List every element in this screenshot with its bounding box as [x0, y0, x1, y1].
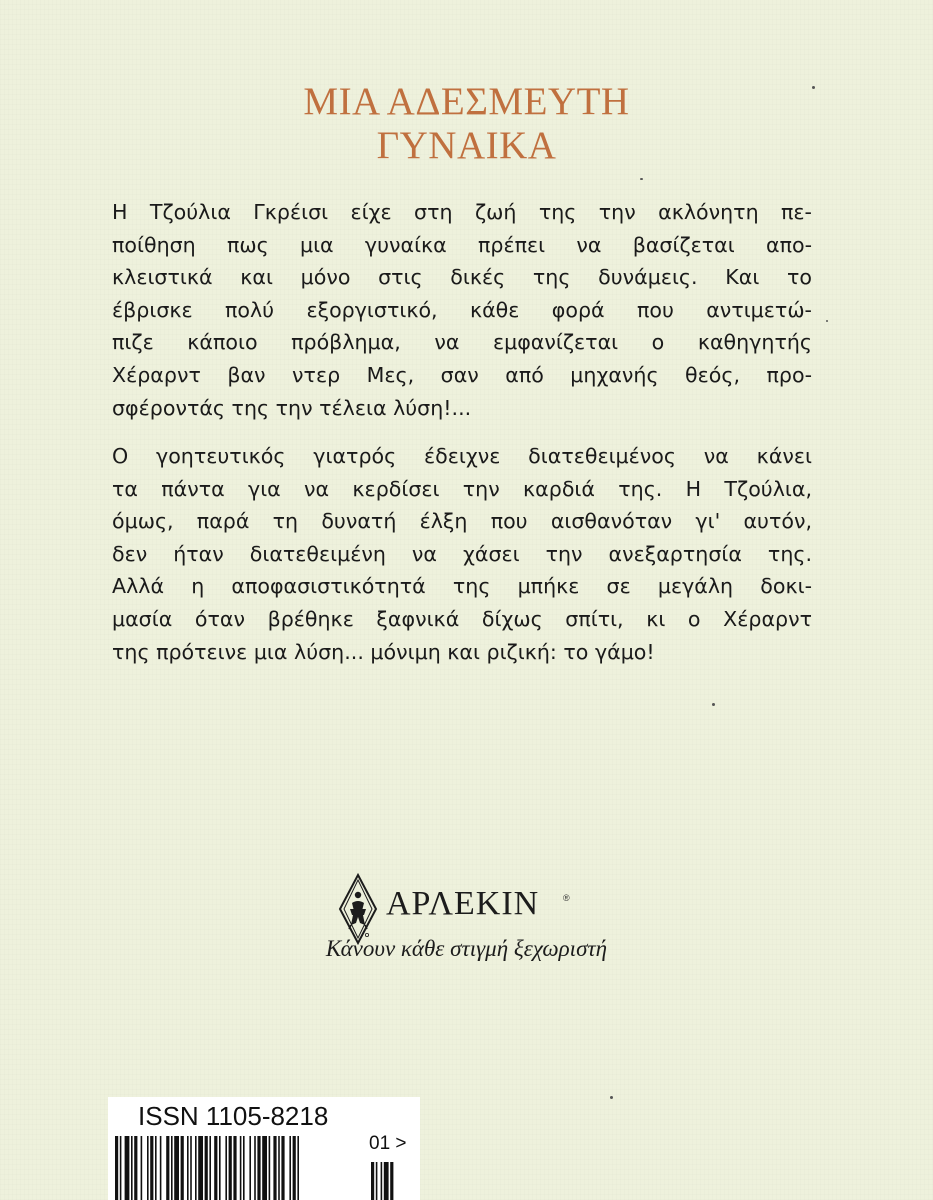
barcode-bar: [229, 1136, 232, 1200]
barcode-bar: [147, 1136, 149, 1200]
barcode-bar: [249, 1136, 251, 1200]
barcode-bars: [113, 1136, 413, 1200]
blurb-line: της πρότεινε μια λύση... μόνιμη και ριζική: το γάμο!: [112, 639, 655, 664]
barcode-bar: [174, 1136, 179, 1200]
barcode-bar: [181, 1136, 184, 1200]
barcode-bar: [233, 1136, 236, 1200]
barcode-addon-bar: [371, 1162, 374, 1200]
cover-title-line-2: ΓΥΝΑΙΚΑ: [376, 124, 557, 167]
barcode-bar: [243, 1136, 245, 1200]
barcode-bar: [115, 1136, 118, 1200]
barcode-bar: [289, 1136, 291, 1200]
barcode-bar: [131, 1136, 133, 1200]
barcode-bar: [240, 1136, 242, 1200]
blurb-line: τα πάντα για να κερδίσει την καρδιά της. Η Τζούλια,: [112, 476, 812, 501]
blurb-paragraph-1: [112, 196, 812, 424]
barcode-addon-bar: [384, 1162, 389, 1200]
publisher-slogan: Κάνουν κάθε στιγμή ξεχωριστή: [325, 936, 608, 961]
blurb-line: δεν ήταν διατεθειμένη να χάσει την ανεξαρτησία της.: [112, 541, 812, 566]
barcode-bar: [219, 1136, 221, 1200]
barcode-bar: [198, 1136, 203, 1200]
issn-number: ISSN 1105-8218: [138, 1101, 329, 1131]
scan-speck: [610, 1096, 613, 1099]
blurb-line: σφέροντάς της την τέλεια λύση!...: [112, 395, 472, 420]
barcode-bar: [278, 1136, 280, 1200]
barcode-bar: [297, 1136, 299, 1200]
barcode-bar: [195, 1136, 197, 1200]
barcode-bar: [166, 1136, 169, 1200]
barcode-bar: [120, 1136, 122, 1200]
blurb-line: Ο γοητευτικός γιατρός έδειχνε διατεθειμένος να κάνει: [112, 444, 812, 468]
blurb-line: Αλλά η αποφασιστικότητά της μπήκε σε μεγάλη δοκι-: [112, 574, 812, 599]
blurb-line: μασία όταν βρέθηκε ξαφνικά δίχως σπίτι, κι ο Χέραρντ: [112, 606, 812, 631]
scan-speck: [826, 320, 828, 322]
publisher-name: ΑΡΛΕΚΙΝ: [386, 885, 540, 922]
blurb-line: Χέραρντ βαν ντερ Μες, σαν από μηχανής θεός, προ-: [112, 362, 812, 387]
scan-speck: [640, 178, 643, 180]
barcode-bar: [141, 1136, 143, 1200]
blurb-line: έβρισκε πολύ εξοργιστικό, κάθε φορά που αντιμετώ-: [112, 297, 812, 322]
harlequin-diamond-logo-icon: [338, 873, 378, 945]
barcode-bar: [214, 1136, 217, 1200]
barcode-bar: [171, 1136, 173, 1200]
blurb-line: όμως, παρά τη δυνατή έλξη που αισθανόταν γι' αυτόν,: [112, 509, 812, 534]
barcode-bar: [257, 1136, 260, 1200]
cover-title-line-1: ΜΙΑ ΑΔΕΣΜΕΥΤΗ: [303, 80, 630, 123]
barcode-bar: [273, 1136, 276, 1200]
barcode-bar: [293, 1136, 296, 1200]
barcode-bar: [125, 1136, 130, 1200]
barcode-bar: [134, 1136, 137, 1200]
barcode-bar: [190, 1136, 192, 1200]
barcode-bar: [155, 1136, 157, 1200]
blurb-line: κλειστικά και μόνο στις δικές της δυνάμεις. Και το: [112, 265, 812, 290]
blurb-paragraph-2: [112, 440, 812, 668]
blurb-line: ποίθηση πως μια γυναίκα πρέπει να βασίζεται απο-: [112, 232, 812, 257]
barcode-addon-bar: [376, 1162, 378, 1200]
scan-speck: [712, 703, 715, 706]
barcode-bar: [209, 1136, 211, 1200]
barcode-addon: 01 >: [369, 1133, 407, 1154]
barcode-bar: [281, 1136, 284, 1200]
barcode-bar: [225, 1136, 227, 1200]
barcode-bar: [254, 1136, 256, 1200]
barcode-bar: [150, 1136, 153, 1200]
barcode-addon-bar: [390, 1162, 393, 1200]
barcode-bar: [262, 1136, 267, 1200]
blurb-line: πιζε κάποιο πρόβλημα, να εμφανίζεται ο καθηγητής: [112, 330, 812, 355]
scan-speck: [812, 86, 815, 89]
barcode-bar: [205, 1136, 208, 1200]
barcode-bar: [160, 1136, 162, 1200]
barcode-bar: [269, 1136, 271, 1200]
barcode-addon-bar: [381, 1162, 383, 1200]
registered-mark: ®: [563, 893, 570, 903]
barcode-bar: [187, 1136, 189, 1200]
blurb-line: Η Τζούλια Γκρέισι είχε στη ζωή της την ακλόνητη πε-: [112, 200, 812, 224]
